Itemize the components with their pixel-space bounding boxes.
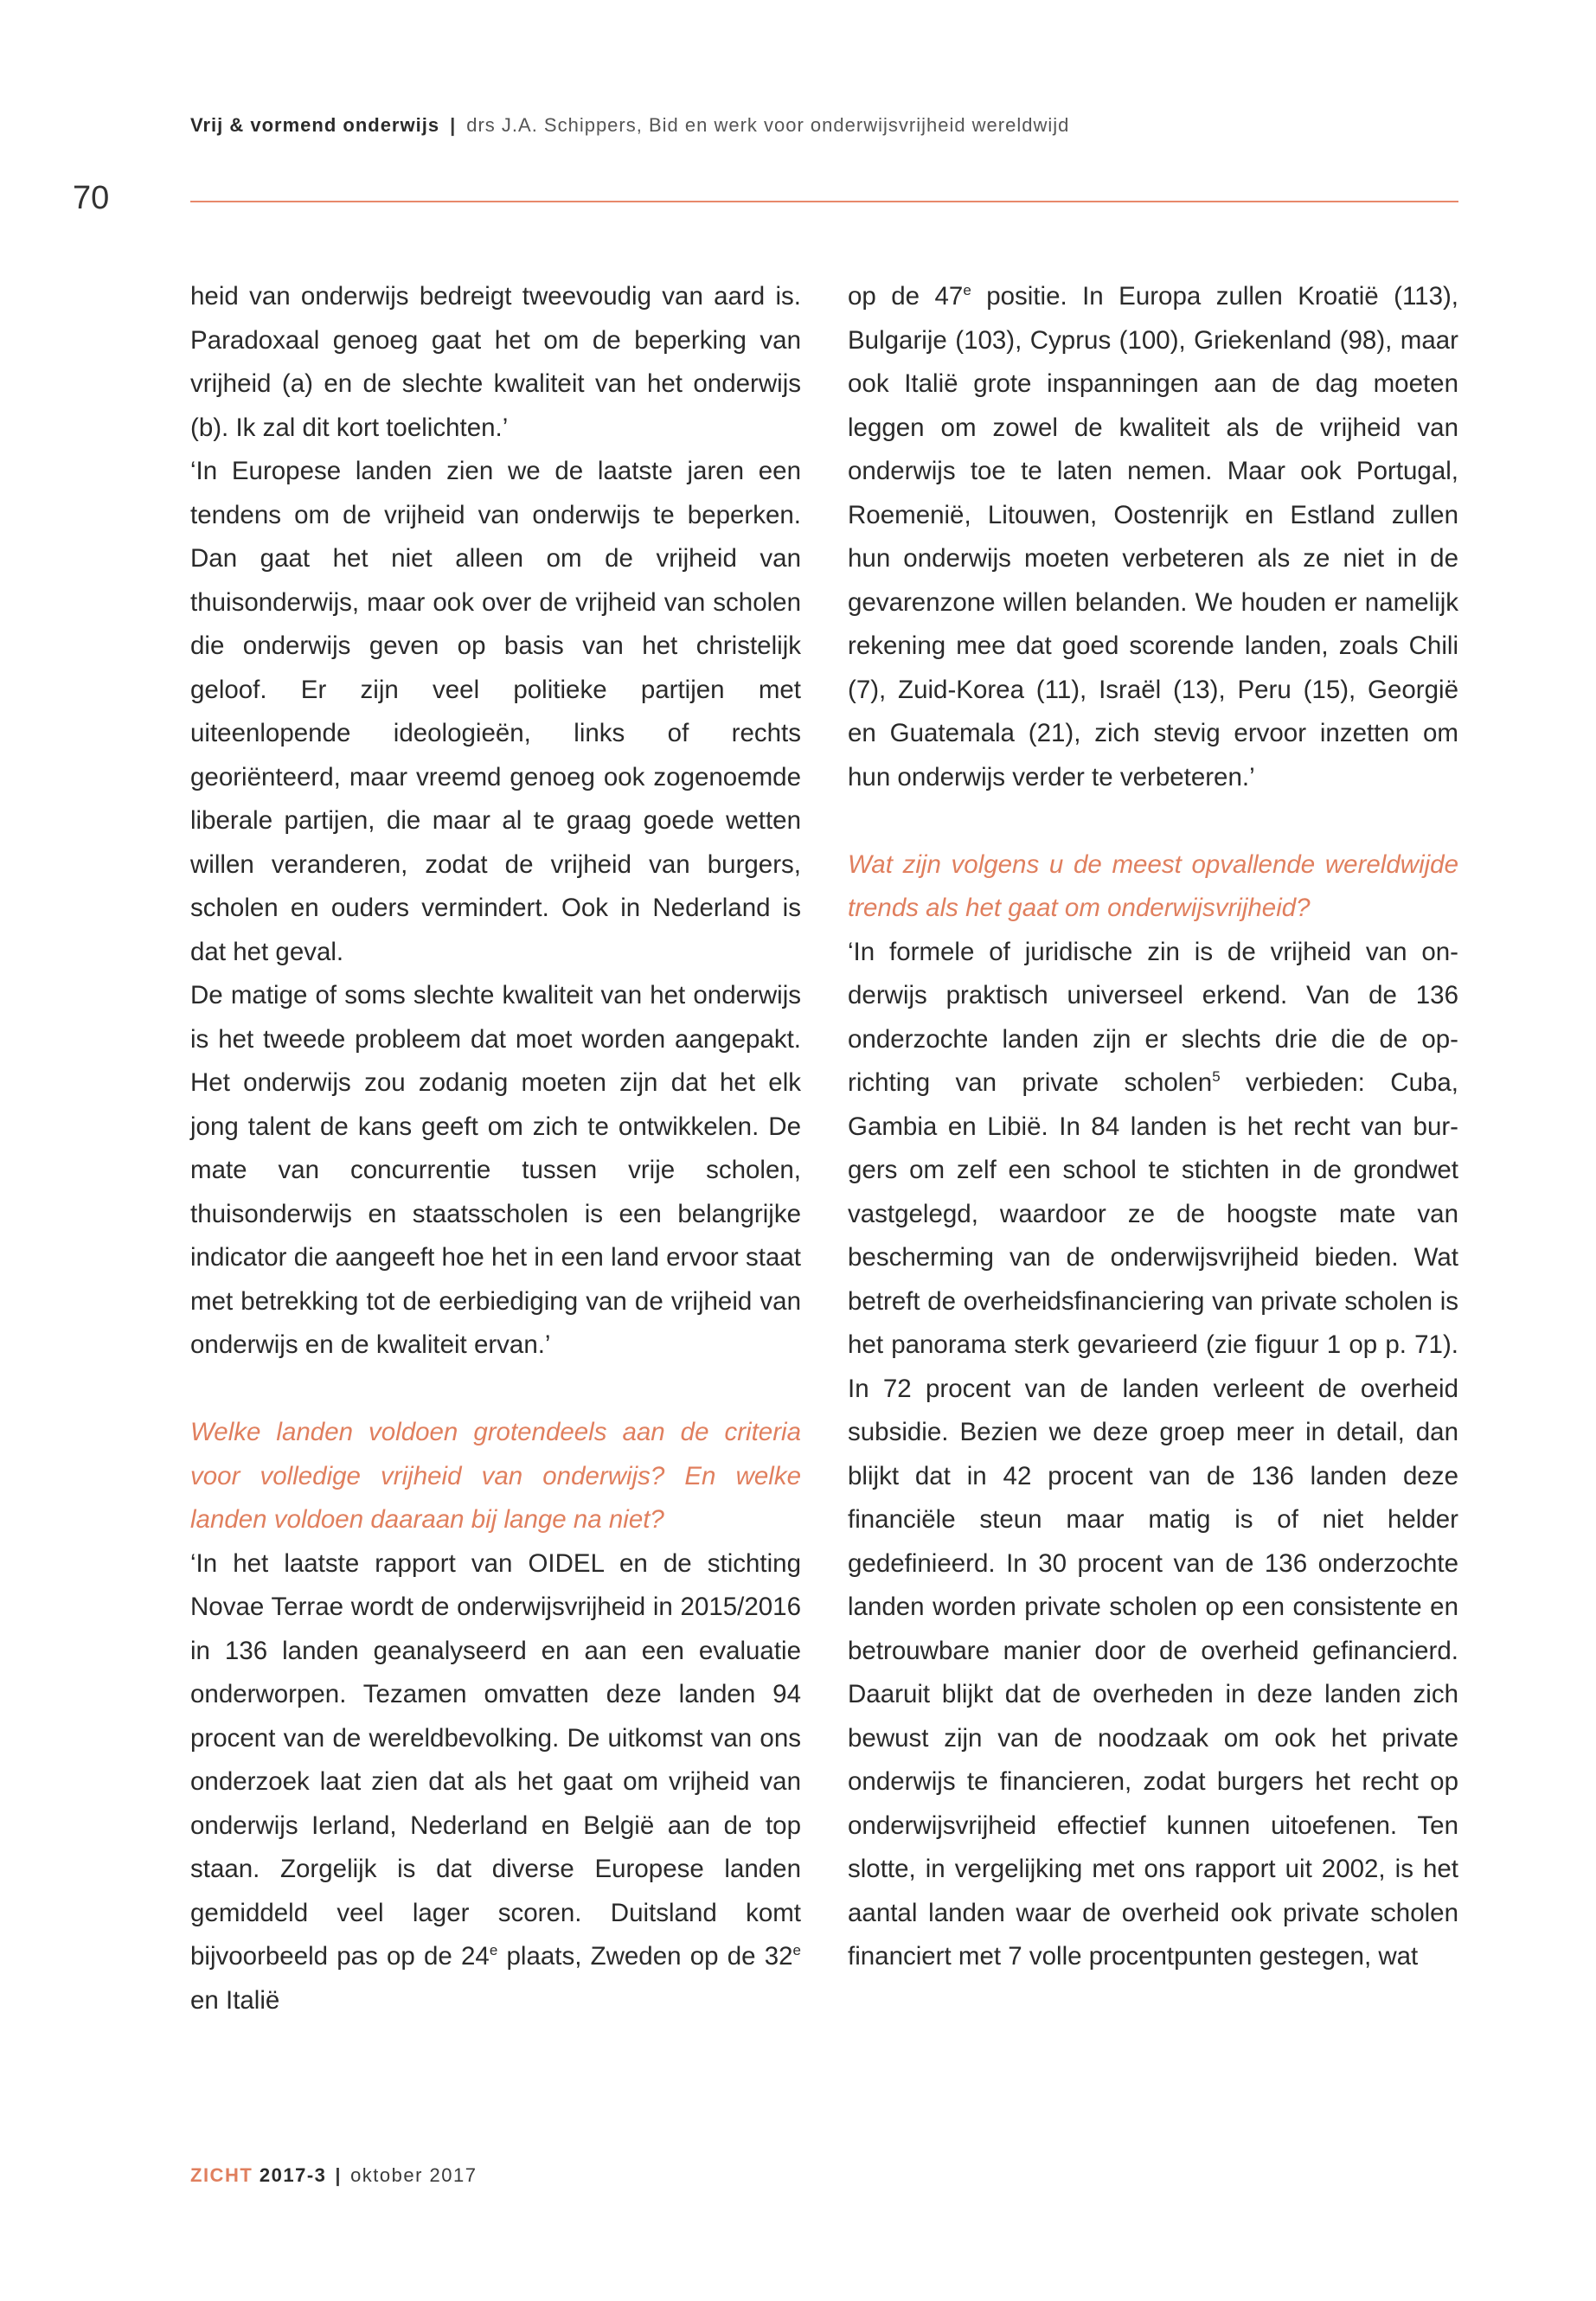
journal-title: Vrij & vormend onderwijs (190, 114, 440, 136)
header-divider (190, 201, 1458, 202)
page-number: 70 (73, 180, 110, 216)
paragraph-text: plaats, Zweden op de 32 (497, 1942, 793, 1971)
ordinal-superscript: e (489, 1942, 498, 1958)
paragraph (848, 275, 1458, 799)
footnote-reference[interactable]: 5 (1212, 1068, 1221, 1085)
footer (190, 2164, 478, 2187)
paragraph-text: ‘In het laatste rapport van OIDEL en de stichting Novae Terrae wordt de onderwijsvrijheid in 2015/2016 in 136 landen geanalyseerd en aan een evaluatie onderworpen. Tezamen omvatten deze landen 94 procent van de wereldbevolking. De uitkomst van ons onderzoek laat zien dat als het gaat om vrijheid van onderwijs Ierland, Nederland en België aan de top staan. Zorgelijk is dat diverse Europese landen gemiddeld veel lager scoren. Duitsland komt bijvoorbeeld pas op de 24 (190, 1548, 801, 1971)
left-column (190, 275, 801, 2022)
paragraph-text: en Italië (190, 1985, 280, 2015)
paragraph-text: op de 47 (848, 282, 964, 311)
interview-question: Welke landen voldoen grotendeels aan de criteria voor volledige vrijheid van onderwijs? En welke landen voldoen daaraan bij lange na niet? (190, 1418, 801, 1534)
paragraph-text: ‘In formele of juridische zin is de vrijheid van onderwijs praktisch universeel erkend. Van de 136 onderzochte landen zijn er slechts drie die de oprichting van private scholen (848, 937, 1458, 1097)
footer-separator: | (335, 2164, 343, 2186)
paragraph-text: positie. In Europa zullen Kroatië (113), Bulgarije (103), Cyprus (100), Griekenland (98), maar ook Italië grote inspanningen aan de dag moeten leggen om zowel de kwaliteit als de vrijheid van onderwijs toe te laten nemen. Maar ook Portugal, Roemenië, Litouwen, Oostenrijk en Estland zullen hun onderwijs moeten verbeteren als ze niet in de gevarenzone willen belanden. We houden er namelijk rekening mee dat goed scorende landen, zoals Chili (7), Zuid-Korea (11), Israël (13), Peru (15), Georgië en Guatemala (21), zich stevig ervoor inzetten om hun onderwijs verder te verbeteren.’ (848, 282, 1458, 792)
paragraph: heid van onderwijs bedreigt tweevoudig van aard is. Paradoxaal genoeg gaat het om de beperking van vrijheid (a) en de slechte kwaliteit van het onderwijs (b). Ik zal dit kort toelichten.’ (190, 282, 801, 442)
paragraph: De matige of soms slechte kwaliteit van het onderwijs is het tweede probleem dat moet worden aangepakt. Het onderwijs zou zodanig moeten zijn dat het elk jong talent de kans geeft om zich te ontwikkelen. De mate van concurrentie tussen vrije scholen, thuisonderwijs en staatsscholen is een belangrijke indicator die aangeeft hoe het in een land ervoor staat met betrekking tot de eerbiediging van de vrijheid van onderwijs en de kwaliteit ervan.’ (190, 981, 801, 1359)
paragraph (190, 1542, 801, 2023)
header-separator: | (450, 114, 457, 136)
right-column (848, 275, 1458, 1979)
running-head (190, 114, 1069, 137)
issue-date: oktober 2017 (350, 2164, 478, 2186)
paragraph (848, 931, 1458, 1979)
ordinal-superscript: e (963, 282, 971, 298)
paragraph-text: verbieden: Cuba, Gambia en Libië. In 84 landen is het recht van burgers om zelf een school te stichten in de grondwet vastgelegd, waardoor ze de hoogste mate van bescherming van de onderwijsvrijheid bieden. Wat betreft de overheidsfinanciering van private scholen is het panorama sterk gevarieerd (zie figuur 1 op p. 71). In 72 procent van de landen verleent de overheid subsidie. Bezien we deze groep meer in detail, dan blijkt dat in 42 procent van de 136 landen deze financiële steun maar matig is of niet helder gedefinieerd. In 30 procent van de 136 onderzochte landen worden private scholen op een consistente en betrouwbare manier door de overheid gefinancierd. Daaruit blijkt dat de overheden in deze landen zich bewust zijn van de noodzaak om ook het private onderwijs te financieren, zodat burgers het recht op onderwijsvrijheid effectief kunnen uitoefenen. Ten slotte, in vergelijking met ons rapport uit 2002, is het aantal landen waar de overheid ook private scholen financiert met 7 volle procentpunten gestegen, wat (848, 1068, 1458, 1971)
interview-question: Wat zijn volgens u de meest opvallende wereldwijde trends als het gaat om onderwijsvrijheid? (848, 849, 1458, 922)
magazine-brand: ZICHT (190, 2164, 253, 2186)
paragraph: ‘In Europese landen zien we de laatste jaren een tendens om de vrijheid van onderwijs te beperken. Dan gaat het niet alleen om de vrijheid van thuisonderwijs, maar ook over de vrijheid van scholen die onderwijs geven op basis van het christelijk geloof. Er zijn veel politieke partijen met uiteenlopende ideologieën, links of rechts georiënteerd, maar vreemd genoeg ook zogenoemde liberale partijen, die maar al te graag goede wetten willen veranderen, zodat de vrijheid van burgers, scholen en ouders vermindert. Ook in Nederland is dat het geval. (190, 457, 801, 966)
ordinal-superscript: e (792, 1942, 801, 1958)
author-article-title: drs J.A. Schippers, Bid en werk voor onderwijsvrijheid wereldwijd (466, 114, 1070, 136)
issue-number: 2017-3 (259, 2164, 327, 2186)
